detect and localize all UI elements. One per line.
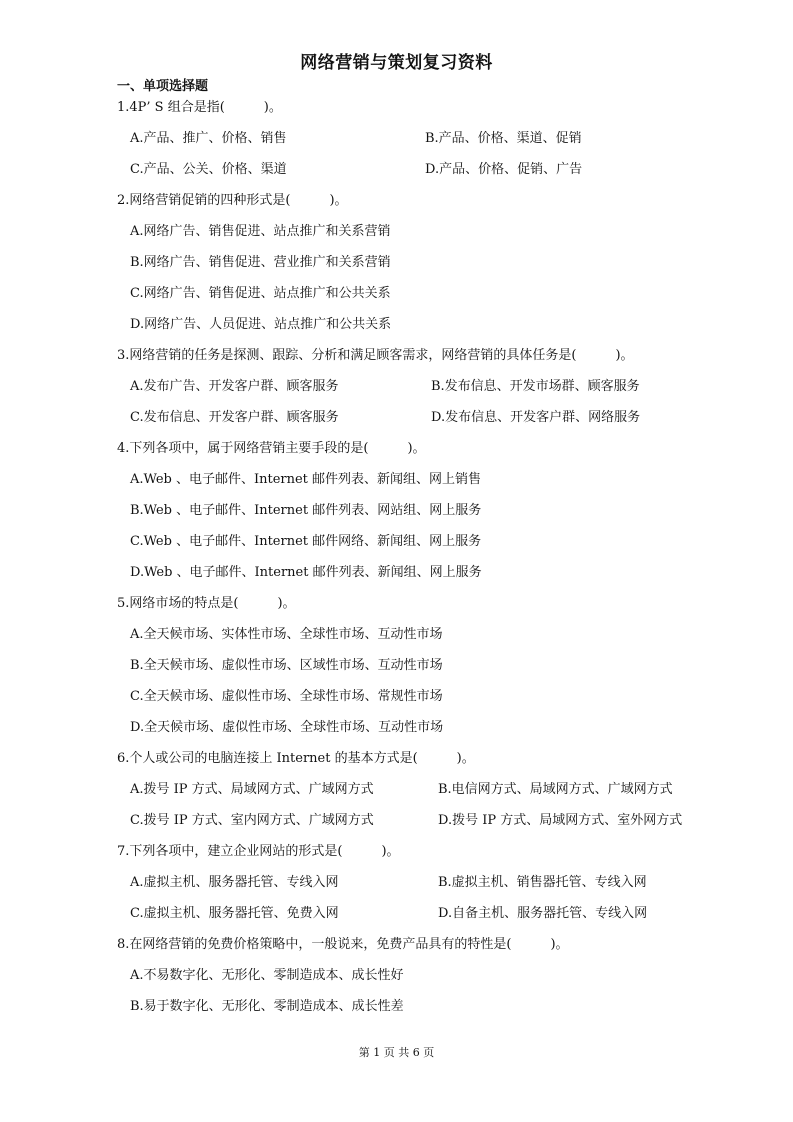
question-stem: 4.下列各项中，属于网络营销主要手段的是( )。	[117, 441, 426, 456]
document-title: 网络营销与策划复习资料	[300, 53, 493, 73]
option-a: A.发布广告、开发客户群、顾客服务	[130, 379, 339, 394]
option-b: B.电信网方式、局域网方式、广域网方式	[438, 782, 673, 797]
option-c: C.拨号 IP 方式、室内网方式、广域网方式	[130, 813, 374, 828]
option-d: D.Web 、电子邮件、Internet 邮件列表、新闻组、网上服务	[130, 565, 482, 580]
option-row	[117, 161, 717, 179]
option-row	[117, 378, 717, 396]
option-row	[117, 874, 717, 892]
option-row	[117, 812, 717, 830]
option-d: D.全天候市场、虚似性市场、全球性市场、互动性市场	[130, 720, 444, 735]
option-d: D.产品、价格、促销、广告	[425, 162, 583, 177]
page-footer: 第 1 页 共 6 页	[358, 1046, 435, 1059]
question-stem: 6.个人或公司的电脑连接上 Internet 的基本方式是( )。	[117, 751, 475, 766]
option-d: D.拨号 IP 方式、局域网方式、室外网方式	[438, 813, 683, 828]
option-c: C.虚拟主机、服务器托管、免费入网	[130, 906, 339, 921]
option-a: A.全天候市场、实体性市场、全球性市场、互动性市场	[130, 627, 443, 642]
question-stem: 7.下列各项中，建立企业网站的形式是( )。	[117, 844, 400, 859]
option-row	[117, 905, 717, 923]
option-b: B.产品、价格、渠道、促销	[425, 131, 582, 146]
question-stem: 1.4P’ S 组合是指( )。	[117, 100, 282, 115]
option-b: B.网络广告、销售促进、营业推广和关系营销	[130, 255, 391, 270]
question-stem: 5.网络市场的特点是( )。	[117, 596, 296, 611]
option-row	[117, 781, 717, 799]
option-d: D.自备主机、服务器托管、专线入网	[438, 906, 648, 921]
option-b: B.易于数字化、无形化、零制造成本、成长性差	[130, 999, 404, 1014]
option-b: B.Web 、电子邮件、Internet 邮件列表、网站组、网上服务	[130, 503, 482, 518]
option-b: B.全天候市场、虚似性市场、区域性市场、互动性市场	[130, 658, 443, 673]
option-a: A.不易数字化、无形化、零制造成本、成长性好	[130, 968, 404, 983]
question-stem: 8.在网络营销的免费价格策略中，一般说来，免费产品具有的特性是( )。	[117, 937, 569, 952]
option-d: D.发布信息、开发客户群、网络服务	[431, 410, 641, 425]
option-c: C.网络广告、销售促进、站点推广和公共关系	[130, 286, 391, 301]
section-heading: 一、单项选择题	[117, 79, 209, 94]
option-a: A.虚拟主机、服务器托管、专线入网	[130, 875, 339, 890]
option-a: A.Web 、电子邮件、Internet 邮件列表、新闻组、网上销售	[130, 472, 482, 487]
option-b: B.虚拟主机、销售器托管、专线入网	[438, 875, 647, 890]
question-stem: 3.网络营销的任务是探测、跟踪、分析和满足顾客需求，网络营销的具体任务是( )。	[117, 348, 634, 363]
option-d: D.网络广告、人员促进、站点推广和公共关系	[130, 317, 392, 332]
option-c: C.发布信息、开发客户群、顾客服务	[130, 410, 339, 425]
option-c: C.Web 、电子邮件、Internet 邮件网络、新闻组、网上服务	[130, 534, 482, 549]
question-list	[117, 99, 717, 1029]
option-a: A.产品、推广、价格、销售	[130, 131, 287, 146]
question-stem: 2.网络营销促销的四种形式是( )。	[117, 193, 348, 208]
option-c: C.全天候市场、虚似性市场、全球性市场、常规性市场	[130, 689, 443, 704]
option-c: C.产品、公关、价格、渠道	[130, 162, 287, 177]
option-b: B.发布信息、开发市场群、顾客服务	[431, 379, 640, 394]
option-a: A.网络广告、销售促进、站点推广和关系营销	[130, 224, 391, 239]
option-row	[117, 409, 717, 427]
option-row	[117, 130, 717, 148]
option-a: A.拨号 IP 方式、局域网方式、广域网方式	[130, 782, 374, 797]
